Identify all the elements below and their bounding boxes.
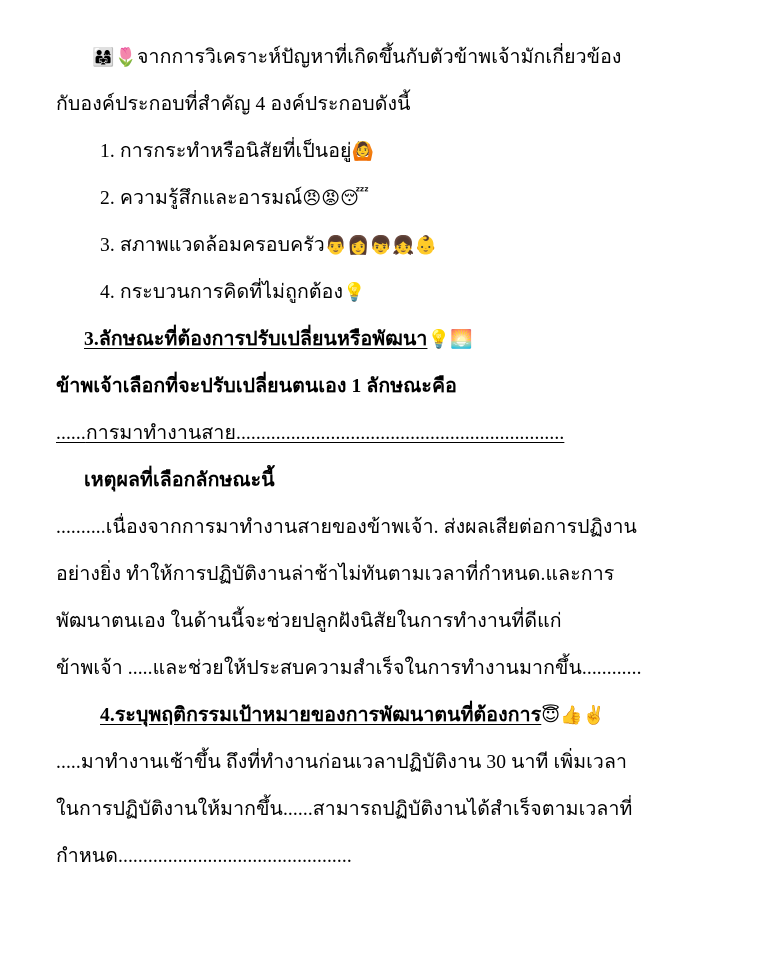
list-item-label: ความรู้สึกและอารมณ์ <box>119 188 303 209</box>
intro-text-2: กับองค์ประกอบที่สำคัญ 4 องค์ประกอบดังนี้ <box>56 94 411 115</box>
answer-value: การมาทำงานสาย <box>85 423 236 444</box>
lightbulb-sunrise-icon: 💡🌅 <box>427 329 473 350</box>
section-3-heading-text: 3.ลักษณะที่ต้องการปรับเปลี่ยนหรือพัฒนา <box>84 329 428 350</box>
reason-label-text: เหตุผลที่เลือกลักษณะนี้ <box>84 470 275 491</box>
list-item-label: การกระทำหรือนิสัยที่เป็นอยู่ <box>119 141 352 162</box>
list-item-label: สภาพแวดล้อมครอบครัว <box>119 235 325 256</box>
section-4-body-text: ในการปฏิบัติงานให้มากขึ้น......สามารถปฏิบัติงานได้สำเร็จตามเวลาที่ <box>56 799 633 820</box>
list-item <box>56 269 707 316</box>
intro-line-2 <box>56 81 707 128</box>
person-gesture-icon: 🙆 <box>351 141 375 162</box>
intro-line-1 <box>56 34 707 81</box>
reason-line-text: พัฒนาตนเอง ในด้านนี้จะช่วยปลูกฝังนิสัยในการทำงานที่ดีแก่ <box>56 611 562 632</box>
section-4-body-line <box>56 833 707 880</box>
list-item-number: 1. <box>100 141 115 162</box>
reason-line <box>56 645 707 692</box>
section-4-heading-text: 4.ระบุพฤติกรรมเป้าหมายของการพัฒนาตนที่ต้องการ <box>100 705 542 726</box>
reason-line <box>56 598 707 645</box>
section-3-answer <box>56 410 707 457</box>
list-item-number: 4. <box>100 282 115 303</box>
list-item-number: 2. <box>100 188 115 209</box>
section-4-body-text: กำหนด............................................... <box>56 846 352 867</box>
reason-line-text: ข้าพเจ้า .....และช่วยให้ประสบความสำเร็จในการทำงานมากขึ้น............ <box>56 658 642 679</box>
section-3-subheading-text: ข้าพเจ้าเลือกที่จะปรับเปลี่ยนตนเอง 1 ลักษณะคือ <box>56 376 457 397</box>
reason-line <box>56 504 707 551</box>
list-item <box>56 175 707 222</box>
list-item <box>56 128 707 175</box>
list-item <box>56 222 707 269</box>
halo-thumbsup-peace-icon: 😇👍✌️ <box>541 705 606 726</box>
section-3-heading <box>56 316 707 363</box>
section-3-subheading <box>56 363 707 410</box>
list-item-number: 3. <box>100 235 115 256</box>
emotion-faces-icon: 😠😡😴 <box>302 188 370 209</box>
family-members-icon: 👨👩👦👧👶 <box>324 235 438 256</box>
section-4-body-text: .....มาทำงานเช้าขึ้น ถึงที่ทำงานก่อนเวลาปฏิบัติงาน 30 นาที เพิ่มเวลา <box>56 752 628 773</box>
section-4-body-line <box>56 739 707 786</box>
reason-line-text: อย่างยิ่ง ทำให้การปฏิบัติงานล่าช้าไม่ทันตามเวลาที่กำหนด.และการ <box>56 564 615 585</box>
section-4-heading <box>56 692 707 739</box>
family-flower-emoji: 👨‍👩‍👧🌷 <box>92 47 138 68</box>
answer-prefix-dots: ...... <box>56 423 86 444</box>
reason-line-text: ..........เนื่องจากการมาทำงานสายของข้าพเจ้า. ส่งผลเสียต่อการปฏิงาน <box>56 517 637 538</box>
section-4-body-line <box>56 786 707 833</box>
intro-text-1: จากการวิเคราะห์ปัญหาที่เกิดขึ้นกับตัวข้าพเจ้ามักเกี่ยวข้อง <box>137 47 622 68</box>
reason-label <box>56 457 707 504</box>
list-item-label: กระบวนการคิดที่ไม่ถูกต้อง <box>119 282 344 303</box>
answer-trailing-dots: .................................................................. <box>235 423 565 444</box>
reason-line <box>56 551 707 598</box>
lightbulb-icon: 💡 <box>343 282 366 303</box>
